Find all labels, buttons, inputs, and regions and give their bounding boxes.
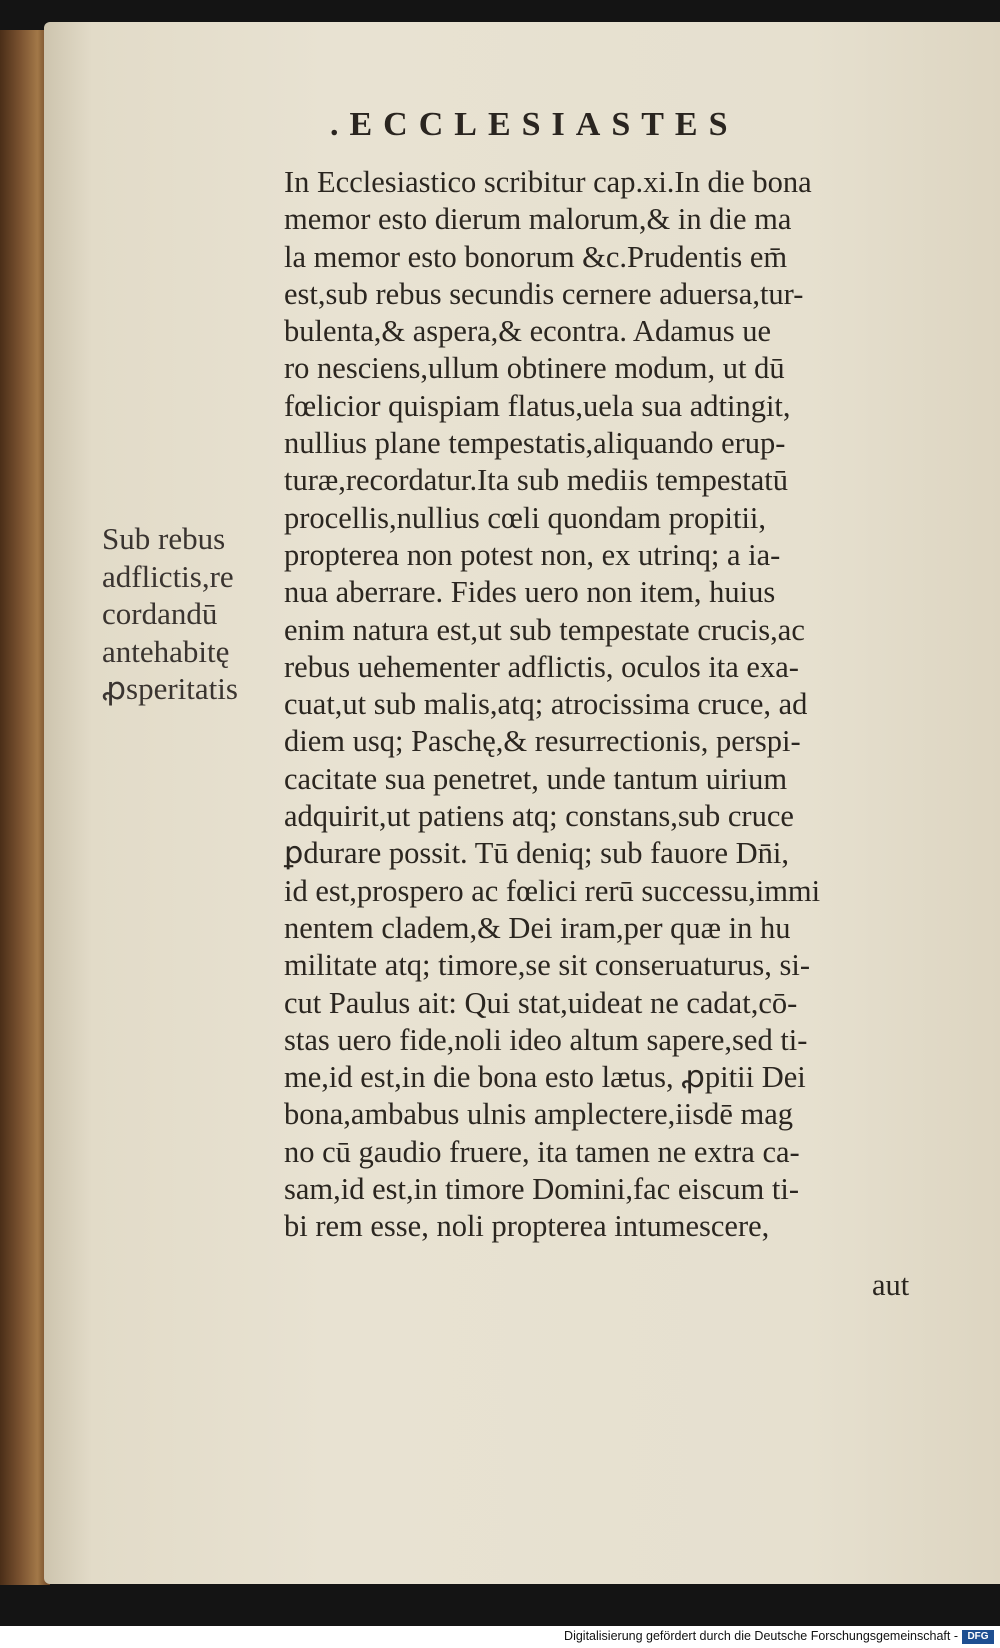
text-line: bulenta,& aspera,& econtra. Adamus ue: [284, 314, 771, 349]
text-line: id est,prospero ac fœlici rerū successu,immi: [284, 873, 821, 908]
margin-note-line: Sub rebus: [102, 521, 226, 556]
dfg-logo: DFG: [962, 1630, 994, 1644]
text-line: rebus uehementer adflictis, oculos ita exa-: [284, 649, 799, 684]
text-line: enim natura est,ut sub tempestate crucis,ac: [284, 612, 805, 647]
text-line: cuat,ut sub malis,atq; atrocissima cruce, ad: [284, 687, 808, 722]
text-line: sam,id est,in timore Domini,fac eiscum ti-: [284, 1172, 800, 1207]
text-line: In Ecclesiastico scribitur cap.xi.In die bona: [284, 165, 812, 199]
text-line: bona,ambabus ulnis amplectere,iisdē mag: [284, 1097, 794, 1132]
margin-note-line: cordandū: [102, 596, 218, 631]
text-line: propterea non potest non, ex utrinq; a ia-: [284, 537, 781, 572]
running-head: .ECCLESIASTES: [330, 106, 739, 143]
text-line: cut Paulus ait: Qui stat,uideat ne cadat,cō-: [284, 985, 798, 1020]
text-line: nullius plane tempestatis,aliquando erup-: [284, 426, 786, 461]
text-line: diem usq; Paschę,& resurrectionis, perspi-: [284, 724, 801, 759]
text-line: ro nesciens,ullum obtinere modum, ut dū: [284, 351, 785, 386]
book-binding: [0, 30, 50, 1585]
margin-note-line: antehabitę: [102, 633, 230, 669]
text-line: me,id est,in die bona esto lætus, ꝓpitii Dei: [284, 1060, 806, 1095]
text-line: memor esto dierum malorum,& in die ma: [284, 202, 792, 237]
text-line: stas uero fide,noli ideo altum sapere,sed ti-: [284, 1022, 808, 1057]
footer-text: Digitalisierung gefördert durch die Deutsche Forschungsgemeinschaft -: [564, 1629, 958, 1643]
text-line: est,sub rebus secundis cernere aduersa,tur-: [284, 276, 804, 311]
text-line: no cū gaudio fruere, ita tamen ne extra ca-: [284, 1134, 800, 1169]
footer-bar: [0, 1626, 1000, 1648]
text-line: fœlicior quispiam flatus,uela sua adtingit,: [284, 388, 791, 423]
text-line: cacitate sua penetret, unde tantum uirium: [284, 761, 788, 796]
text-line: adquirit,ut patiens atq; constans,sub cruce: [284, 799, 794, 834]
margin-note-line: adflictis,re: [102, 558, 234, 594]
catchword: aut: [872, 1268, 910, 1302]
margin-note-line: ꝓsperitatis: [102, 671, 238, 706]
text-line: bi rem esse, noli propterea intumescere,: [284, 1209, 770, 1244]
text-line: procellis,nullius cœli quondam propitii,: [284, 500, 767, 535]
text-line: ꝑdurare possit. Tū deniq; sub fauore Dn̄i,: [284, 836, 790, 871]
body-text: [284, 164, 939, 1246]
margin-note: [102, 520, 277, 708]
text-line: la memor esto bonorum &c.Prudentis em̄: [284, 239, 788, 274]
text-line: militate atq; timore,se sit conseruaturus, si-: [284, 948, 811, 983]
text-line: nua aberrare. Fides uero non item, huius: [284, 575, 776, 610]
text-line: turæ,recordatur.Ita sub mediis tempestatū: [284, 463, 788, 498]
text-line: nentem cladem,& Dei iram,per quæ in hu: [284, 910, 791, 945]
